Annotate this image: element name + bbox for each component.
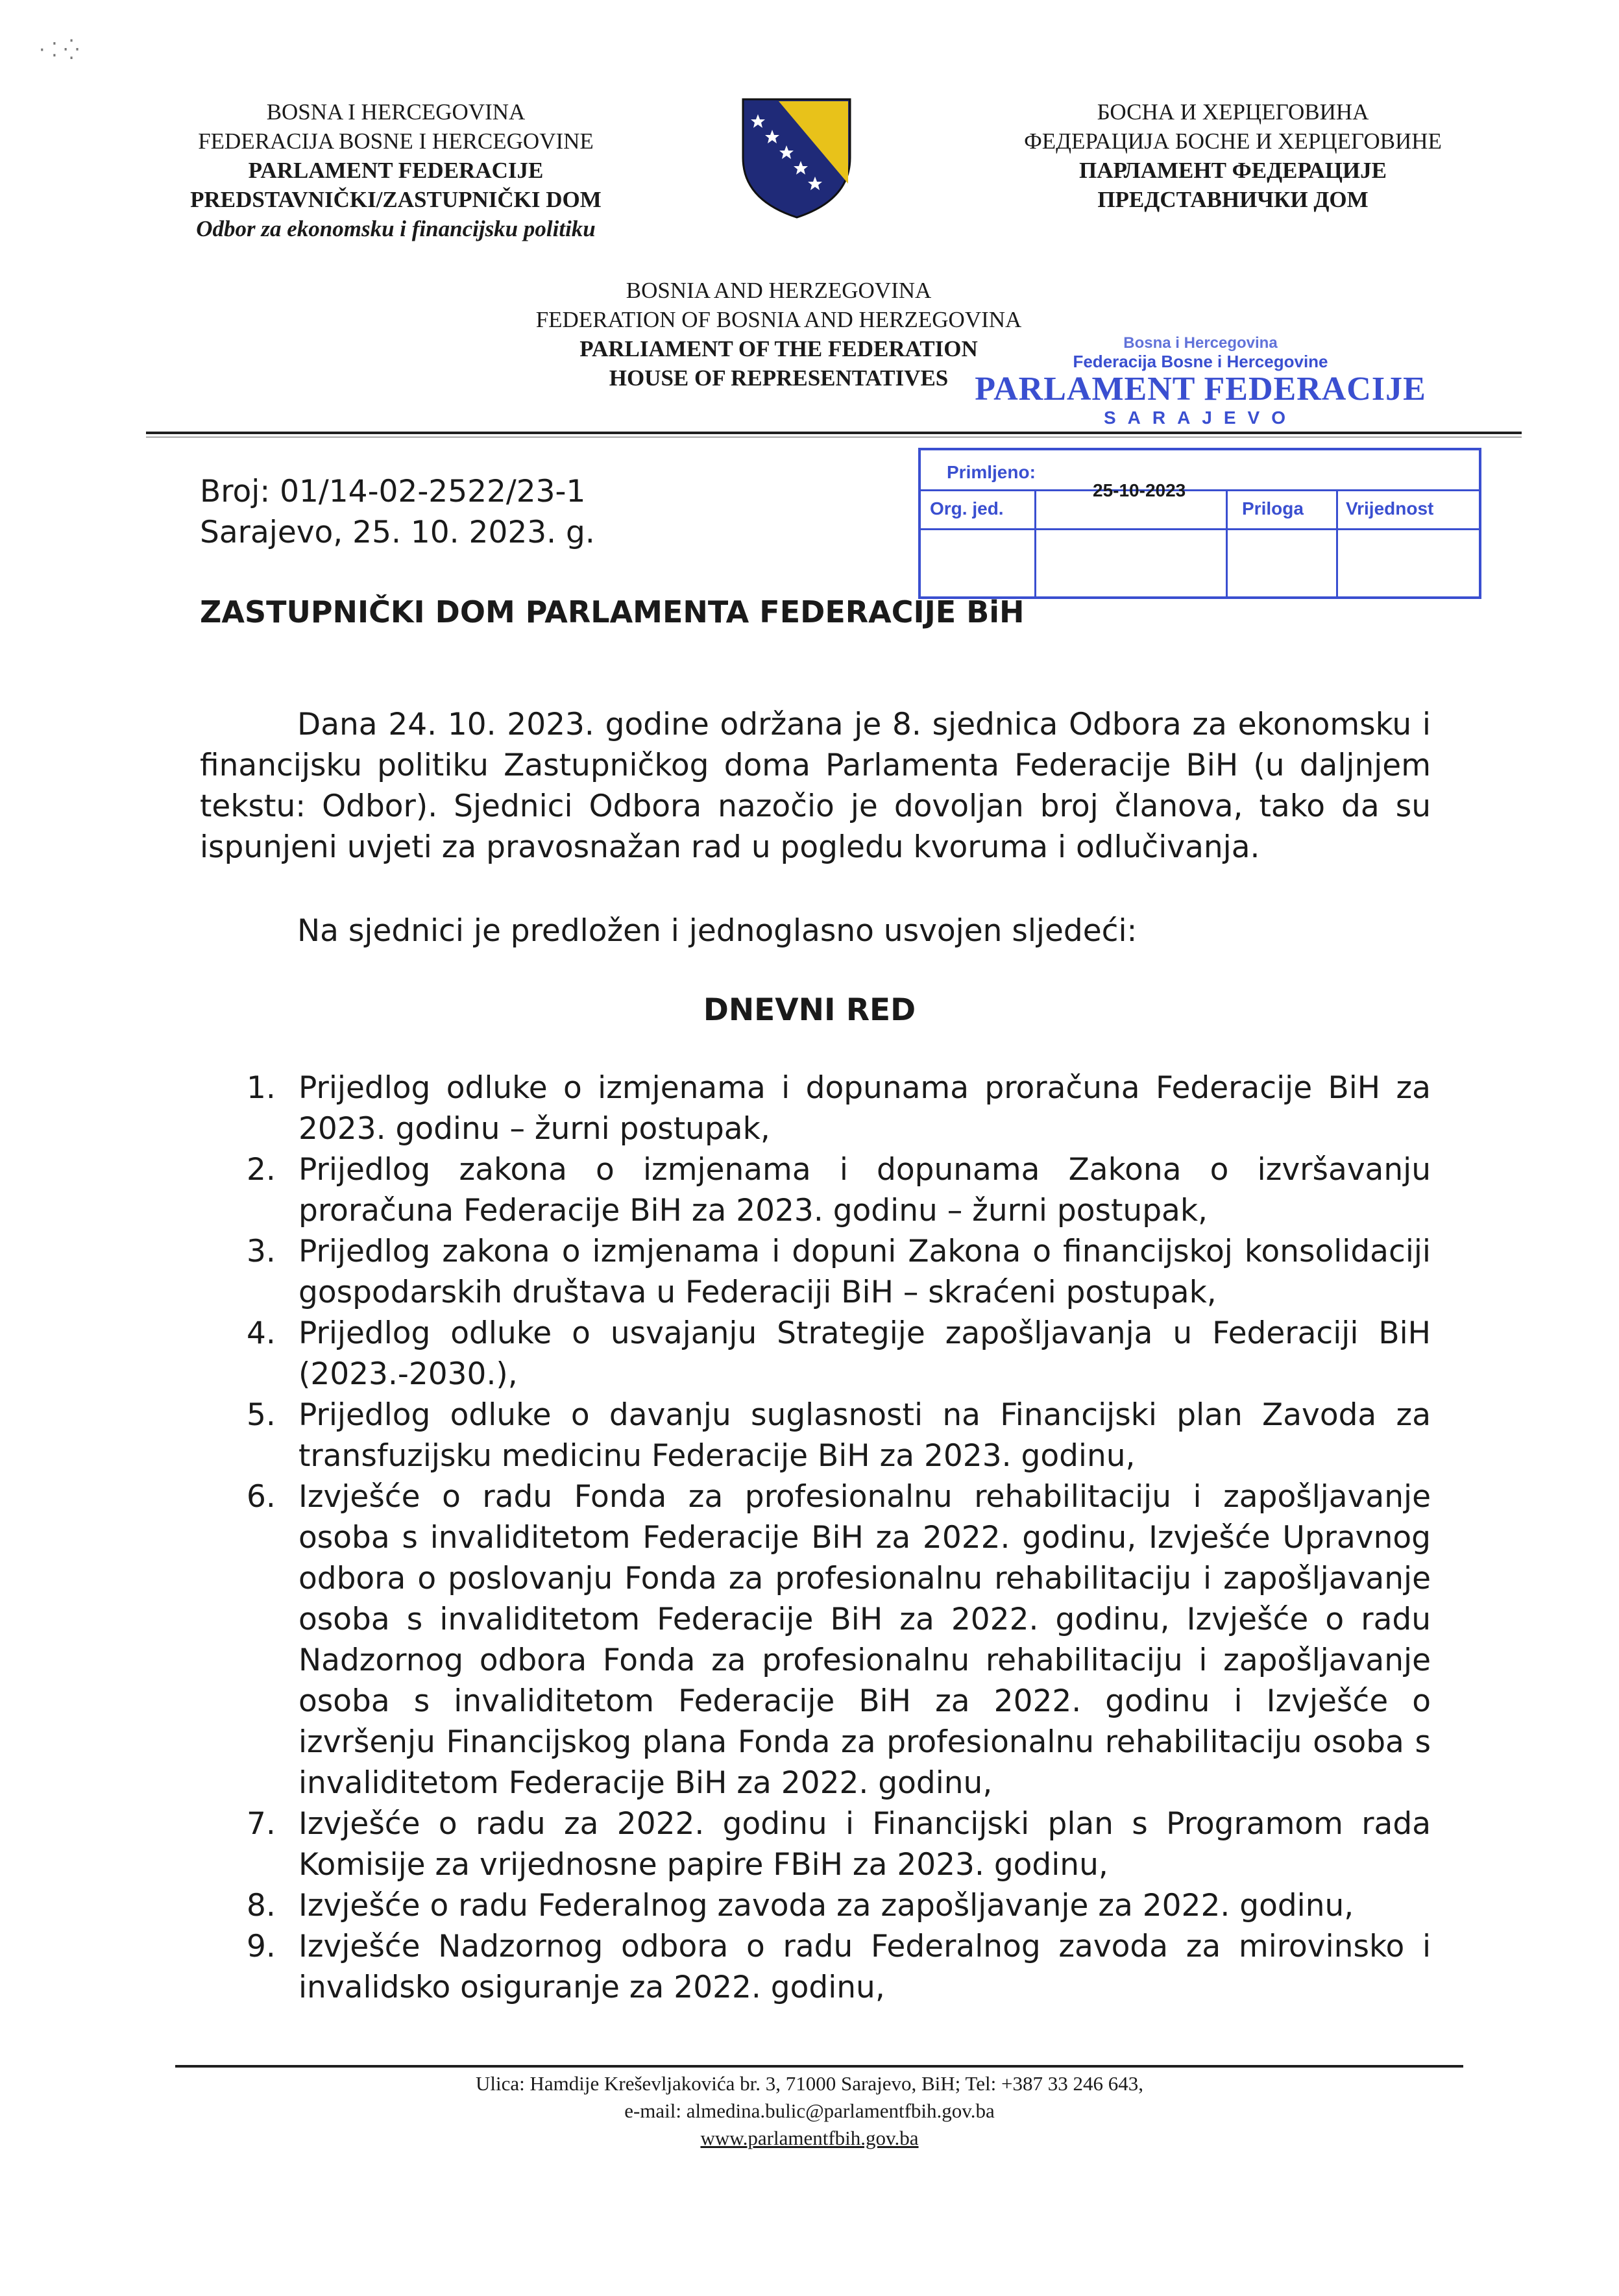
stamp-line1: Bosna i Hercegovina bbox=[1123, 334, 1278, 352]
agenda-item-text: Prijedlog zakona o izmjenama i dopuni Zakona o financijskoj konsolidaciji gospodarskih društava u Federaciji BiH – skraćeni postupak, bbox=[298, 1234, 1431, 1310]
header-left bbox=[104, 97, 688, 243]
agenda-item bbox=[247, 1926, 1431, 2008]
header-center-line1: BOSNIA AND HERZEGOVINA bbox=[626, 278, 932, 303]
stamp-line3: PARLAMENT FEDERACIJE bbox=[975, 371, 1426, 408]
agenda-item-number: 3. bbox=[247, 1234, 276, 1269]
stamp-line4: SARAJEVO bbox=[1103, 408, 1298, 428]
parliament-stamp bbox=[967, 334, 1434, 428]
agenda-item-number: 2. bbox=[247, 1152, 276, 1188]
footer-website-link[interactable]: www.parlamentfbih.gov.ba bbox=[700, 2127, 919, 2149]
agenda-item-number: 4. bbox=[247, 1315, 276, 1351]
stamp-rule bbox=[1034, 489, 1036, 596]
agenda-item bbox=[247, 1149, 1431, 1231]
header-left-line3: PARLAMENT FEDERACIJE bbox=[248, 158, 544, 183]
agenda-item-text: Izvješće Nadzornog odbora o radu Federalnog zavoda za mirovinsko i invalidsko osiguranje za 2022. godinu, bbox=[298, 1929, 1431, 2005]
agenda-item-text: Izvješće o radu Fonda za profesionalnu rehabilitaciju i zapošljavanje osoba s invaliditetom Federacije BiH za 2022. godinu, Izvješće Upravnog odbora o poslovanju Fonda za profesionalnu rehabilitaciju i zapošljavanje osoba s invaliditetom Federacije BiH za 2022. godinu, Izvješće o radu Nadzornog odbora Fonda za profesionalnu rehabilitaciju i zapošljavanje osoba s invaliditetom Federacije BiH za 2022. godinu i Izvješće o izvršenju Financijskog plana Fonda za profesionalnu rehabilitaciju osoba s invaliditetom Federacije BiH za 2022. godinu, bbox=[298, 1479, 1431, 1801]
agenda-item-text: Prijedlog zakona o izmjenama i dopunama Zakona o izvršavanju proračuna Federacije BiH za 2023. godinu – žurni postupak, bbox=[298, 1152, 1431, 1228]
header-center-line4: HOUSE OF REPRESENTATIVES bbox=[609, 365, 949, 391]
agenda-item bbox=[247, 1395, 1431, 1476]
agenda-item-text: Izvješće o radu Federalnog zavoda za zapošljavanje za 2022. godinu, bbox=[298, 1888, 1354, 1924]
header-left-line1: BOSNA I HERCEGOVINA bbox=[266, 99, 526, 125]
agenda-item bbox=[247, 1803, 1431, 1885]
header-right-line1: БОСНА И ХЕРЦЕГОВИНА bbox=[1097, 99, 1369, 125]
header-right-line4: ПРЕДСТАВНИЧКИ ДОМ bbox=[1097, 187, 1369, 212]
stamp-priloga-label: Priloga bbox=[1242, 498, 1304, 519]
header-left-line2: FEDERACIJA BOSNE I HERCEGOVINE bbox=[198, 128, 594, 154]
header-left-line4: PREDSTAVNIČKI/ZASTUPNIČKI DOM bbox=[190, 187, 602, 212]
footer-email-link[interactable]: e-mail: almedina.bulic@parlamentfbih.gov.ba bbox=[624, 2099, 995, 2122]
reference-number: Broj: 01/14-02-2522/23-1 bbox=[200, 474, 586, 509]
reference-place-date: Sarajevo, 25. 10. 2023. g. bbox=[200, 515, 595, 550]
agenda-item-number: 9. bbox=[247, 1929, 276, 1964]
agenda-item-text: Prijedlog odluke o davanju suglasnosti na Financijski plan Zavoda za transfuzijsku medicinu Federacije BiH za 2023. godinu, bbox=[298, 1397, 1431, 1474]
stamp-primljeno-label: Primljeno: bbox=[947, 462, 1036, 482]
stamp-line2: Federacija Bosne i Hercegovine bbox=[1073, 352, 1328, 371]
agenda-item-number: 5. bbox=[247, 1397, 276, 1433]
agenda-item bbox=[247, 1885, 1431, 1926]
agenda-item bbox=[247, 1068, 1431, 1149]
agenda-item-number: 1. bbox=[247, 1070, 276, 1106]
agenda-item-number: 6. bbox=[247, 1479, 276, 1515]
header-center-line2: FEDERATION OF BOSNIA AND HERZEGOVINA bbox=[535, 307, 1022, 332]
adopted-line: Na sjednici je predložen i jednoglasno usvojen sljedeći: bbox=[297, 913, 1138, 949]
stamp-rule bbox=[921, 528, 1479, 530]
stamp-rule bbox=[921, 489, 1479, 491]
agenda-title: DNEVNI RED bbox=[703, 992, 916, 1028]
agenda-item-number: 8. bbox=[247, 1888, 276, 1924]
header-right bbox=[921, 97, 1544, 214]
stamp-date: 25-10-2023 bbox=[1093, 480, 1186, 500]
coat-of-arms-icon bbox=[740, 96, 853, 219]
header-divider bbox=[146, 432, 1522, 434]
header-right-line3: ПАРЛАМЕНТ ФЕДЕРАЦИЈЕ bbox=[1079, 158, 1387, 183]
addressee: ZASTUPNIČKI DOM PARLAMENTA FEDERACIJE BiH bbox=[200, 594, 1025, 629]
agenda-item-text: Izvješće o radu za 2022. godinu i Financijski plan s Programom rada Komisije za vrijednosne papire FBiH za 2023. godinu, bbox=[298, 1806, 1431, 1883]
agenda-item-text: Prijedlog odluke o izmjenama i dopunama proračuna Federacije BiH za 2023. godinu – žurni postupak, bbox=[298, 1070, 1431, 1147]
intro-paragraph: Dana 24. 10. 2023. godine održana je 8. sjednica Odbora za ekonomsku i financijsku politiku Zastupničkog doma Parlamenta Federacije BiH (u daljnjem tekstu: Odbor). Sjednici Odbora nazočio je dovoljan broj članova, tako da su ispunjeni uvjeti za pravosnažan rad u pogledu kvoruma i odlučivanja. bbox=[200, 707, 1431, 865]
agenda-item-number: 7. bbox=[247, 1806, 276, 1842]
agenda-item bbox=[247, 1231, 1431, 1313]
agenda-list bbox=[247, 1068, 1431, 2008]
scan-specks: · ⁚ ⁛ bbox=[39, 39, 80, 62]
received-stamp bbox=[918, 448, 1481, 599]
agenda-item-text: Prijedlog odluke o usvajanju Strategije zapošljavanja u Federaciji BiH (2023.-2030.), bbox=[298, 1315, 1431, 1392]
header-left-committee: Odbor za ekonomsku i financijsku politiku bbox=[196, 216, 596, 241]
stamp-vrijednost-label: Vrijednost bbox=[1346, 498, 1434, 519]
footer-address: Ulica: Hamdije Kreševljakovića br. 3, 71000 Sarajevo, BiH; Tel: +387 33 246 643, bbox=[476, 2072, 1143, 2095]
header-center-line3: PARLIAMENT OF THE FEDERATION bbox=[579, 336, 978, 361]
stamp-rule bbox=[1226, 489, 1228, 596]
stamp-org-jed-label: Org. jed. bbox=[930, 498, 1004, 519]
footer-divider bbox=[175, 2065, 1463, 2068]
footer bbox=[0, 2070, 1619, 2152]
stamp-rule bbox=[1336, 489, 1338, 596]
agenda-item bbox=[247, 1476, 1431, 1803]
header-right-line2: ФЕДЕРАЦИЈА БОСНЕ И ХЕРЦЕГОВИНЕ bbox=[1024, 128, 1442, 154]
agenda-item bbox=[247, 1313, 1431, 1395]
